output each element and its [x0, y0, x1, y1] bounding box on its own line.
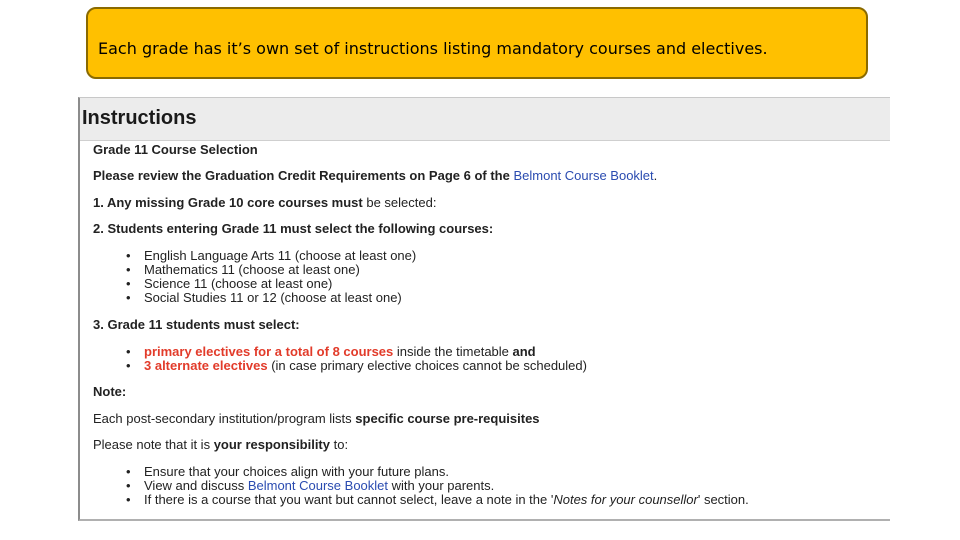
list-item	[144, 478, 494, 493]
note-label: Note:	[93, 384, 127, 399]
responsibility-prefix: Please note that it is	[93, 437, 214, 452]
list-item: • English Language Arts 11 (choose at least one)	[144, 248, 416, 263]
note-bold: specific course pre-requisites	[355, 411, 540, 426]
callout-box	[86, 7, 868, 79]
instructions-header	[80, 98, 890, 141]
item-1	[93, 195, 436, 210]
note-counsellor-prefix: If there is a course that you want but cannot select, leave a note in the '	[144, 492, 554, 507]
view-suffix: with your parents.	[388, 478, 495, 493]
list-item	[144, 492, 749, 507]
elective-highlight: primary electives for a total of 8 courses	[144, 344, 394, 359]
responsibility-bold: your responsibility	[213, 437, 330, 452]
section-heading: Grade 11 Course Selection	[93, 142, 258, 157]
instructions-content	[80, 140, 890, 519]
elective-rest: inside the timetable	[393, 344, 513, 359]
list-item	[144, 358, 587, 373]
item-2: 2. Students entering Grade 11 must select the following courses:	[93, 221, 494, 236]
view-prefix: View and discuss	[144, 478, 248, 493]
item-1-bold: 1. Any missing Grade 10 core courses must	[93, 195, 363, 210]
note-prefix: Each post-secondary institution/program lists	[93, 411, 356, 426]
item-1-rest: be selected:	[362, 195, 437, 210]
notes-section-name: Notes for your counsellor	[553, 492, 698, 507]
review-text: Please review the Graduation Credit Requirements on Page 6 of the	[93, 168, 510, 183]
responsibility-suffix: to:	[330, 437, 349, 452]
review-suffix: .	[653, 168, 658, 183]
note-counsellor-suffix: ' section.	[697, 492, 749, 507]
elective-highlight: 3 alternate electives	[144, 358, 268, 373]
course-booklet-link[interactable]: Belmont Course Booklet	[513, 168, 654, 183]
responsibility-line	[93, 437, 348, 452]
item-3: 3. Grade 11 students must select:	[93, 317, 300, 332]
list-item	[144, 344, 536, 359]
list-item: • Mathematics 11 (choose at least one)	[144, 262, 360, 277]
course-booklet-link-2[interactable]: Belmont Course Booklet	[247, 478, 389, 493]
note-line	[93, 411, 540, 426]
list-item: • Social Studies 11 or 12 (choose at least one)	[144, 290, 402, 305]
instructions-title: Instructions	[82, 107, 197, 129]
instructions-panel	[78, 97, 890, 521]
review-line	[93, 168, 657, 183]
list-item: • Science 11 (choose at least one)	[144, 276, 332, 291]
callout-text: Each grade has it’s own set of instructions listing mandatory courses and electives.	[98, 39, 768, 58]
elective-rest: (in case primary elective choices cannot be scheduled)	[267, 358, 587, 373]
list-item: • Ensure that your choices align with your future plans.	[144, 464, 449, 479]
elective-bold: and	[512, 344, 536, 359]
